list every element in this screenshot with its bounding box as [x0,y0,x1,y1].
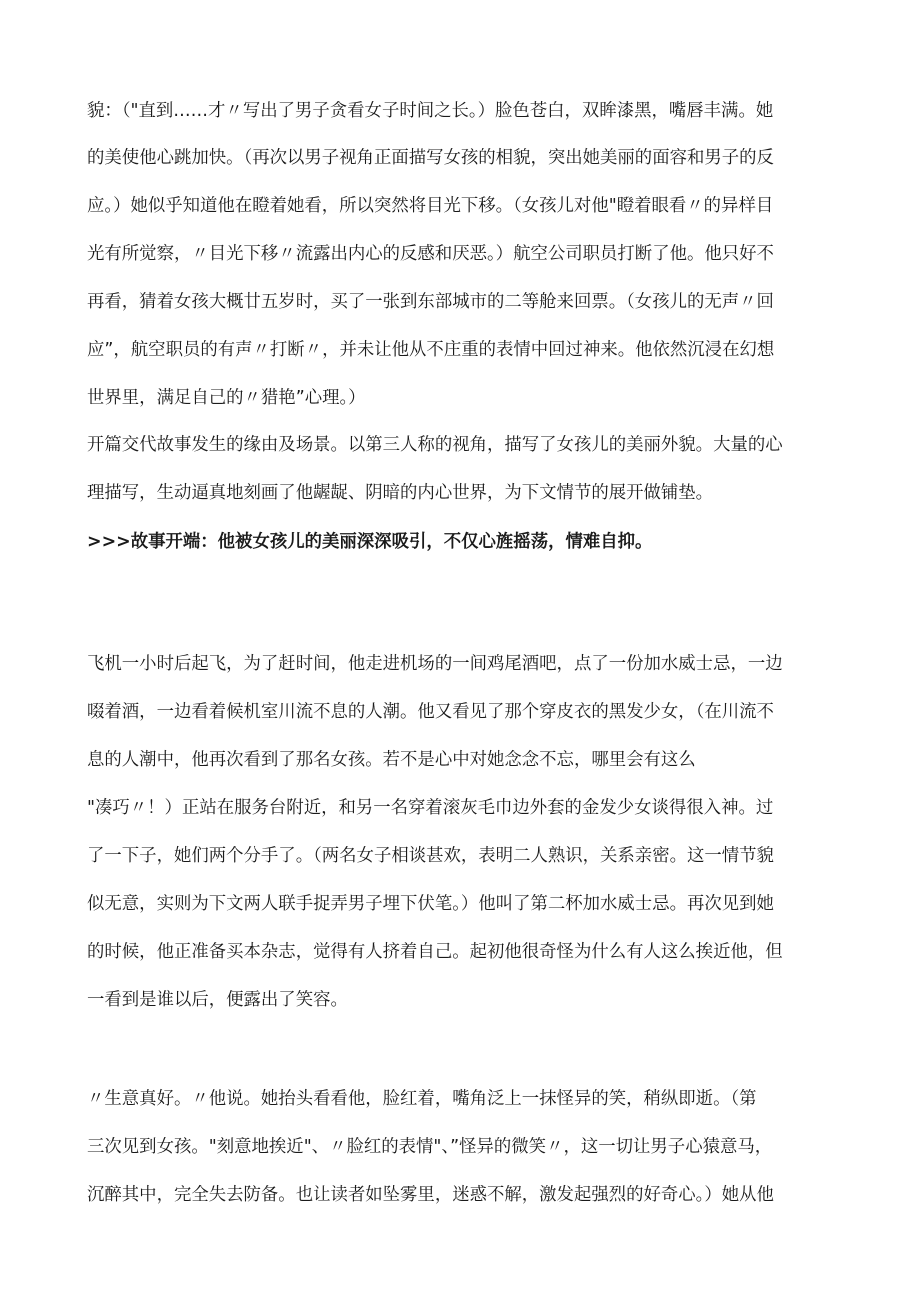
text-line: 貌：（"直到……才〃写出了男子贪看女子时间之长。）脸色苍白，双眸漆黑，嘴唇丰满。她 [87,101,774,121]
text-line: 一看到是谁以后，便露出了笑容。 [87,990,348,1010]
text-line: 应”，航空职员的有声〃打断〃，并未让他从不庄重的表情中回过神来。他依然沉浸在幻想 [87,340,775,360]
text-line: 了一下子，她们两个分手了。（两名女子相谈甚欢，表明二人熟识，关系亲密。这一情节貌 [87,846,774,866]
text-line: 飞机一小时后起飞，为了赶时间，他走进机场的一间鸡尾酒吧，点了一份加水威士忌，一边 [87,654,783,674]
text-line: 沉醉其中，完全失去防备。也让读者如坠雾里，迷惑不解，激发起强烈的好奇心。）她从他 [87,1185,774,1205]
text-line: 三次见到女孩。"刻意地挨近"、〃脸红的表情"、”怪异的微笑〃，这一切让男子心猿意马， [87,1137,773,1157]
text-line: 的美使他心跳加快。（再次以男子视角正面描写女孩的相貌，突出她美丽的面容和男子的反 [87,148,774,168]
text-line: 似无意，实则为下文两人联手捉弄男子埋下伏笔。）他叫了第二杯加水威士忌。再次见到她 [87,894,774,914]
text-line: 世界里，满足自己的〃猎艳”心理。） [87,388,366,408]
text-line: 息的人潮中，他再次看到了那名女孩。若不是心中对她念念不忘，哪里会有这么 [87,750,696,770]
text-line: 理描写，生动逼真地刻画了他龌龊、阴暗的内心世界，为下文情节的展开做铺垫。 [87,483,714,503]
text-line: 光有所觉察，〃目光下移〃流露出内心的反感和厌恶。）航空公司职员打断了他。他只好不 [87,244,774,264]
text-line: 再看，猜着女孩大概廿五岁时，买了一张到东部城市的二等舱来回票。（女孩儿的无声〃回 [87,292,774,312]
section-heading: >>>故事开端：他被女孩儿的美丽深深吸引，不仅心旌摇荡，情难自抑。 [87,532,653,552]
text-line: 〃生意真好。〃他说。她抬头看看他，脸红着，嘴角泛上一抹怪异的笑，稍纵即逝。（第 [87,1089,757,1109]
text-line: 应。）她似乎知道他在瞪着她看，所以突然将目光下移。（女孩儿对他"瞪着眼看〃的异样目 [87,196,774,216]
text-line: 的时候，他正准备买本杂志，觉得有人挤着自己。起初他很奇怪为什么有人这么挨近他，但 [87,942,783,962]
text-line: 开篇交代故事发生的缘由及场景。以第三人称的视角，描写了女孩儿的美丽外貌。大量的心 [87,435,783,455]
text-line: "凑巧〃！）正站在服务台附近，和另一名穿着滚灰毛巾边外套的金发少女谈得很入神。过 [87,798,774,818]
text-line: 啜着酒，一边看着候机室川流不息的人潮。他又看见了那个穿皮衣的黑发少女，（在川流不 [87,702,774,722]
